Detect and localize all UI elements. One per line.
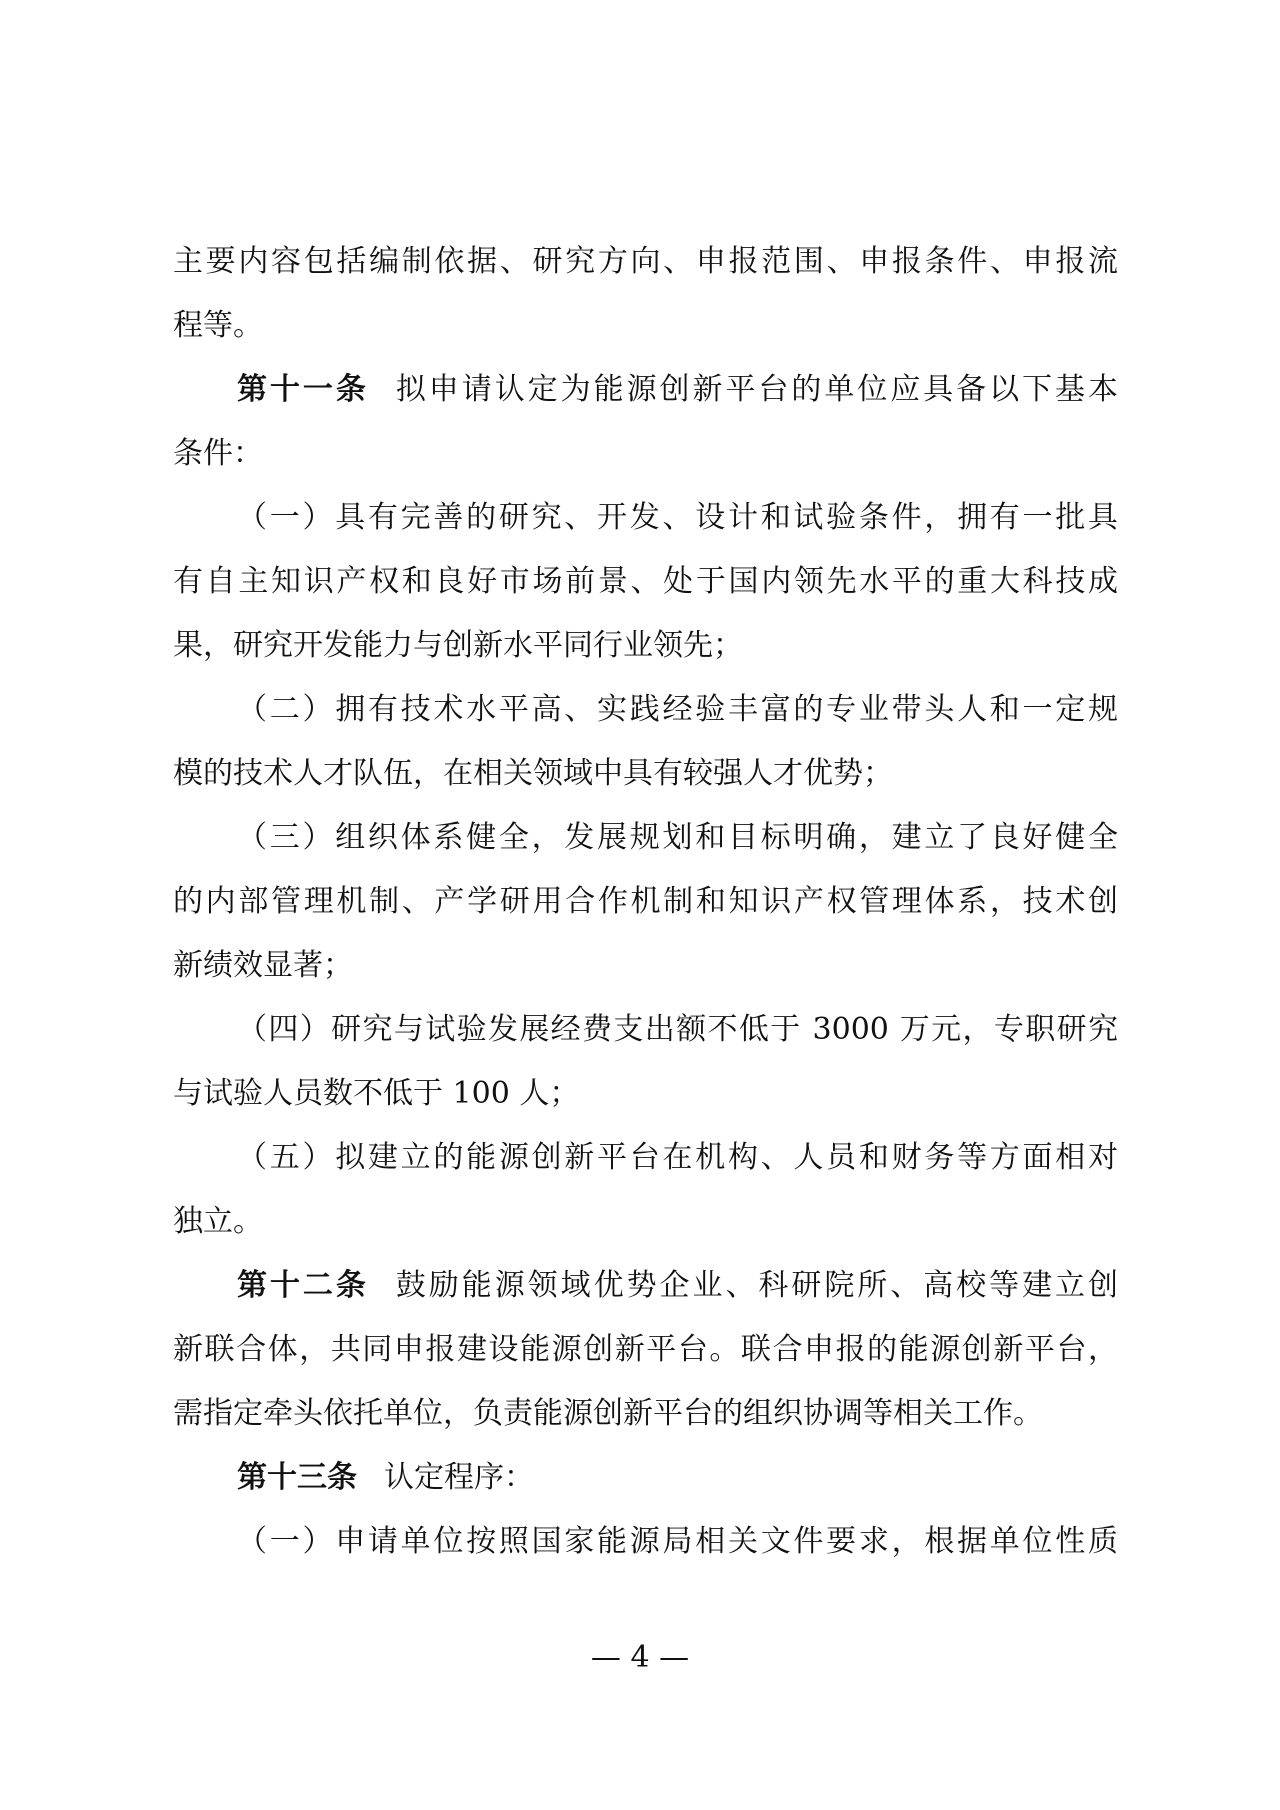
article-13-clause-1-line-1: （一）申请单位按照国家能源局相关文件要求，根据单位性质	[237, 1524, 1118, 1559]
article-12-heading-line: 第十二条 鼓励能源领域优势企业、科研院所、高校等建立创	[237, 1268, 1118, 1303]
body-line-1: 主要内容包括编制依据、研究方向、申报范围、申报条件、申报流	[173, 244, 1118, 279]
clause-5-line-1: （五）拟建立的能源创新平台在机构、人员和财务等方面相对	[237, 1140, 1118, 1175]
article-13-number: 第十三条	[237, 1460, 357, 1495]
article-12-number: 第十二条	[237, 1268, 369, 1303]
clause-2-line-1: （二）拥有技术水平高、实践经验丰富的专业带头人和一定规	[237, 692, 1118, 727]
article-11-number: 第十一条	[237, 372, 369, 407]
article-12-line-2: 新联合体，共同申报建设能源创新平台。联合申报的能源创新平台，	[173, 1332, 1118, 1367]
clause-5-line-2: 独立。	[173, 1204, 263, 1239]
page-number: — 4 —	[590, 1640, 690, 1675]
clause-3-line-2: 的内部管理机制、产学研用合作机制和知识产权管理体系，技术创	[173, 884, 1118, 919]
article-13-heading-line: 第十三条 认定程序：	[237, 1460, 534, 1495]
clause-4-line-2: 与试验人员数不低于 100 人；	[173, 1076, 580, 1111]
body-line-2: 程等。	[173, 308, 263, 343]
article-11-heading-line: 第十一条 拟申请认定为能源创新平台的单位应具备以下基本	[237, 372, 1118, 407]
clause-1-line-3: 果，研究开发能力与创新水平同行业领先；	[173, 628, 743, 663]
clause-3-line-1: （三）组织体系健全，发展规划和目标明确，建立了良好健全	[237, 820, 1118, 855]
clause-1-line-1: （一）具有完善的研究、开发、设计和试验条件，拥有一批具	[237, 500, 1118, 535]
clause-2-line-2: 模的技术人才队伍，在相关领域中具有较强人才优势；	[173, 756, 893, 791]
article-12-line-3: 需指定牵头依托单位，负责能源创新平台的组织协调等相关工作。	[173, 1396, 1043, 1431]
clause-1-line-2: 有自主知识产权和良好市场前景、处于国内领先水平的重大科技成	[173, 564, 1118, 599]
clause-4-line-1: （四）研究与试验发展经费支出额不低于 3000 万元，专职研究	[237, 1012, 1118, 1047]
clause-3-line-3: 新绩效显著；	[173, 948, 353, 983]
body-line-4: 条件：	[173, 436, 263, 471]
